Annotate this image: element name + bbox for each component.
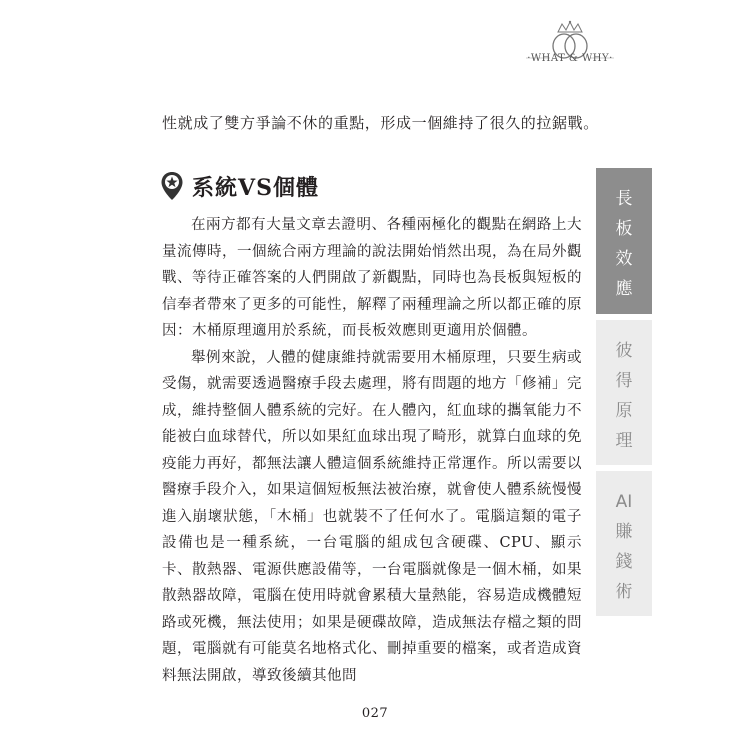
tab-char: AI [615,492,633,512]
chapter-side-tabs [596,168,652,616]
map-pin-star-icon [160,171,184,201]
tab-char: 板 [615,219,633,239]
tab-char: 錢 [615,552,633,572]
header-logo [520,18,620,78]
tab-chapter-peter-principle[interactable] [596,320,652,465]
tab-char: 得 [615,371,633,391]
opening-line: 性就成了雙方爭論不休的重點，形成一個維持了很久的拉鋸戰。 [162,114,599,132]
tab-chapter-ai-money-making[interactable] [596,471,652,616]
tab-char: 術 [615,582,633,602]
section-title: 系統VS個體 [192,174,319,201]
tab-char: 賺 [615,522,633,542]
page-number: 027 [361,706,389,721]
tab-char: 原 [615,401,633,421]
tab-char: 效 [615,249,633,269]
tab-char: 長 [615,189,633,209]
crown-rings-icon [520,18,620,78]
paragraph: 在兩方都有大量文章去證明、各種兩極化的觀點在網路上大量流傳時，一個統合兩方理論的說法開始悄然出現，為在局外觀戰、等待正確答案的人們開啟了新觀點，同時也為長板與短板的信奉者帶來了更多的可能性，解釋了兩種理論之所以都正確的原因：木桶原理適用於系統，而長板效應則更適用於個體。 [162,217,582,339]
tab-char: 應 [615,279,633,299]
logo-text: ·WHAT & WHY· [527,53,613,64]
tab-char: 彼 [615,341,633,361]
paragraph: 舉例來說，人體的健康維持就需要用木桶原理，只要生病或受傷，就需要透過醫療手段去處理，將有問題的地方「修補」完成，維持整個人體系統的完好。在人體內，紅血球的攜氧能力不能被白血球替代，所以如果紅血球出現了畸形，就算白血球的免疫能力再好，都無法讓人體這個系統維持正常運作。所以需要以醫療手段介入，如果這個短板無法被治療，就會使人體系統慢慢進入崩壞狀態，「木桶」也就裝不了任何水了。電腦這類的電子設備也是一種系統，一台電腦的組成包含硬碟、CPU、顯示卡、散熱器、電源供應設備等，一台電腦就像是一個木桶，如果散熱器故障，電腦在使用時就會累積大量熱能，容易造成機體短路或死機，無法使用；如果是硬碟故障，造成無法存檔之類的問題，電腦就有可能莫名地格式化、刪掉重要的檔案，或者造成資料無法開啟，導致後續其他問 [162,349,582,684]
section-heading [160,170,319,202]
body-text [162,212,582,689]
tab-char: 理 [615,431,633,451]
tab-chapter-long-board-effect[interactable] [596,168,652,314]
